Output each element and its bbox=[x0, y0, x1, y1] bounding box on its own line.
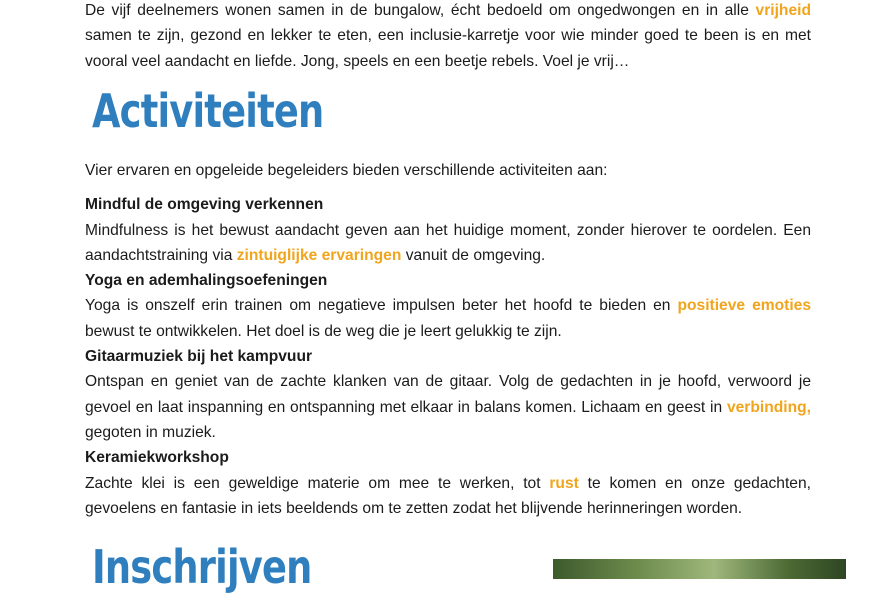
intro-paragraph bbox=[85, 0, 811, 74]
activity-title: Gitaarmuziek bij het kampvuur bbox=[85, 348, 313, 366]
section-heading-activiteiten: Activiteiten bbox=[92, 84, 324, 138]
activity-highlight: rust bbox=[549, 474, 579, 492]
activity-description: Ontspan en geniet van de zachte klanken van de gitaar. Volg de gedachten in je hoofd, verwoord je gevoel en laat inspanning en ontspanning met elkaar in balans komen. Lichaam en geest in verbinding, gegoten in muziek. bbox=[85, 373, 811, 441]
activity-highlight: verbinding, bbox=[726, 398, 811, 416]
intro-highlight: vrijheid bbox=[755, 2, 811, 19]
activity-description: Mindfulness is het bewust aandacht geven aan het huidige moment, zonder hierover te oordelen. Een aandachtstraining via zintuiglijke ervaringen vanuit de omgeving. bbox=[85, 221, 811, 264]
activity-description: Yoga is onszelf erin trainen om negatieve impulsen beter het hoofd te bieden en positieve emoties bewust te ontwikkelen. Het doel is de weg die je leert gelukkig te zijn. bbox=[85, 297, 812, 340]
intro-text-continued: samen te zijn, gezond en lekker te eten, een inclusie-karretje voor wie minder goed te been is en met vooral veel aandacht en liefde. Jong, speels en een beetje rebels. Voel je vrij… bbox=[85, 27, 811, 70]
activities-lead: Vier ervaren en opgeleide begeleiders bieden verschillende activiteiten aan: bbox=[85, 162, 608, 179]
section-heading-inschrijven: Inschrijven bbox=[92, 540, 312, 594]
activity-highlight: zintuiglijke ervaringen bbox=[236, 246, 402, 264]
activity-title: Keramiekworkshop bbox=[85, 449, 229, 467]
intro-text: De vijf deelnemers wonen samen in de bungalow, écht bedoeld om ongedwongen en in alle bbox=[85, 2, 756, 19]
activities-section bbox=[85, 158, 811, 521]
activity-highlight: positieve emoties bbox=[677, 297, 812, 315]
activity-description: Zachte klei is een geweldige materie om mee te werken, tot rust te komen en onze gedachten, gevoelens en fantasie in iets beeldends om te zetten zodat het blijvende herinneringen worden. bbox=[85, 474, 811, 517]
activity-title: Mindful de omgeving verkennen bbox=[85, 196, 324, 214]
activity-title: Yoga en ademhalingsoefeningen bbox=[85, 272, 328, 290]
outdoor-photo bbox=[553, 559, 846, 579]
